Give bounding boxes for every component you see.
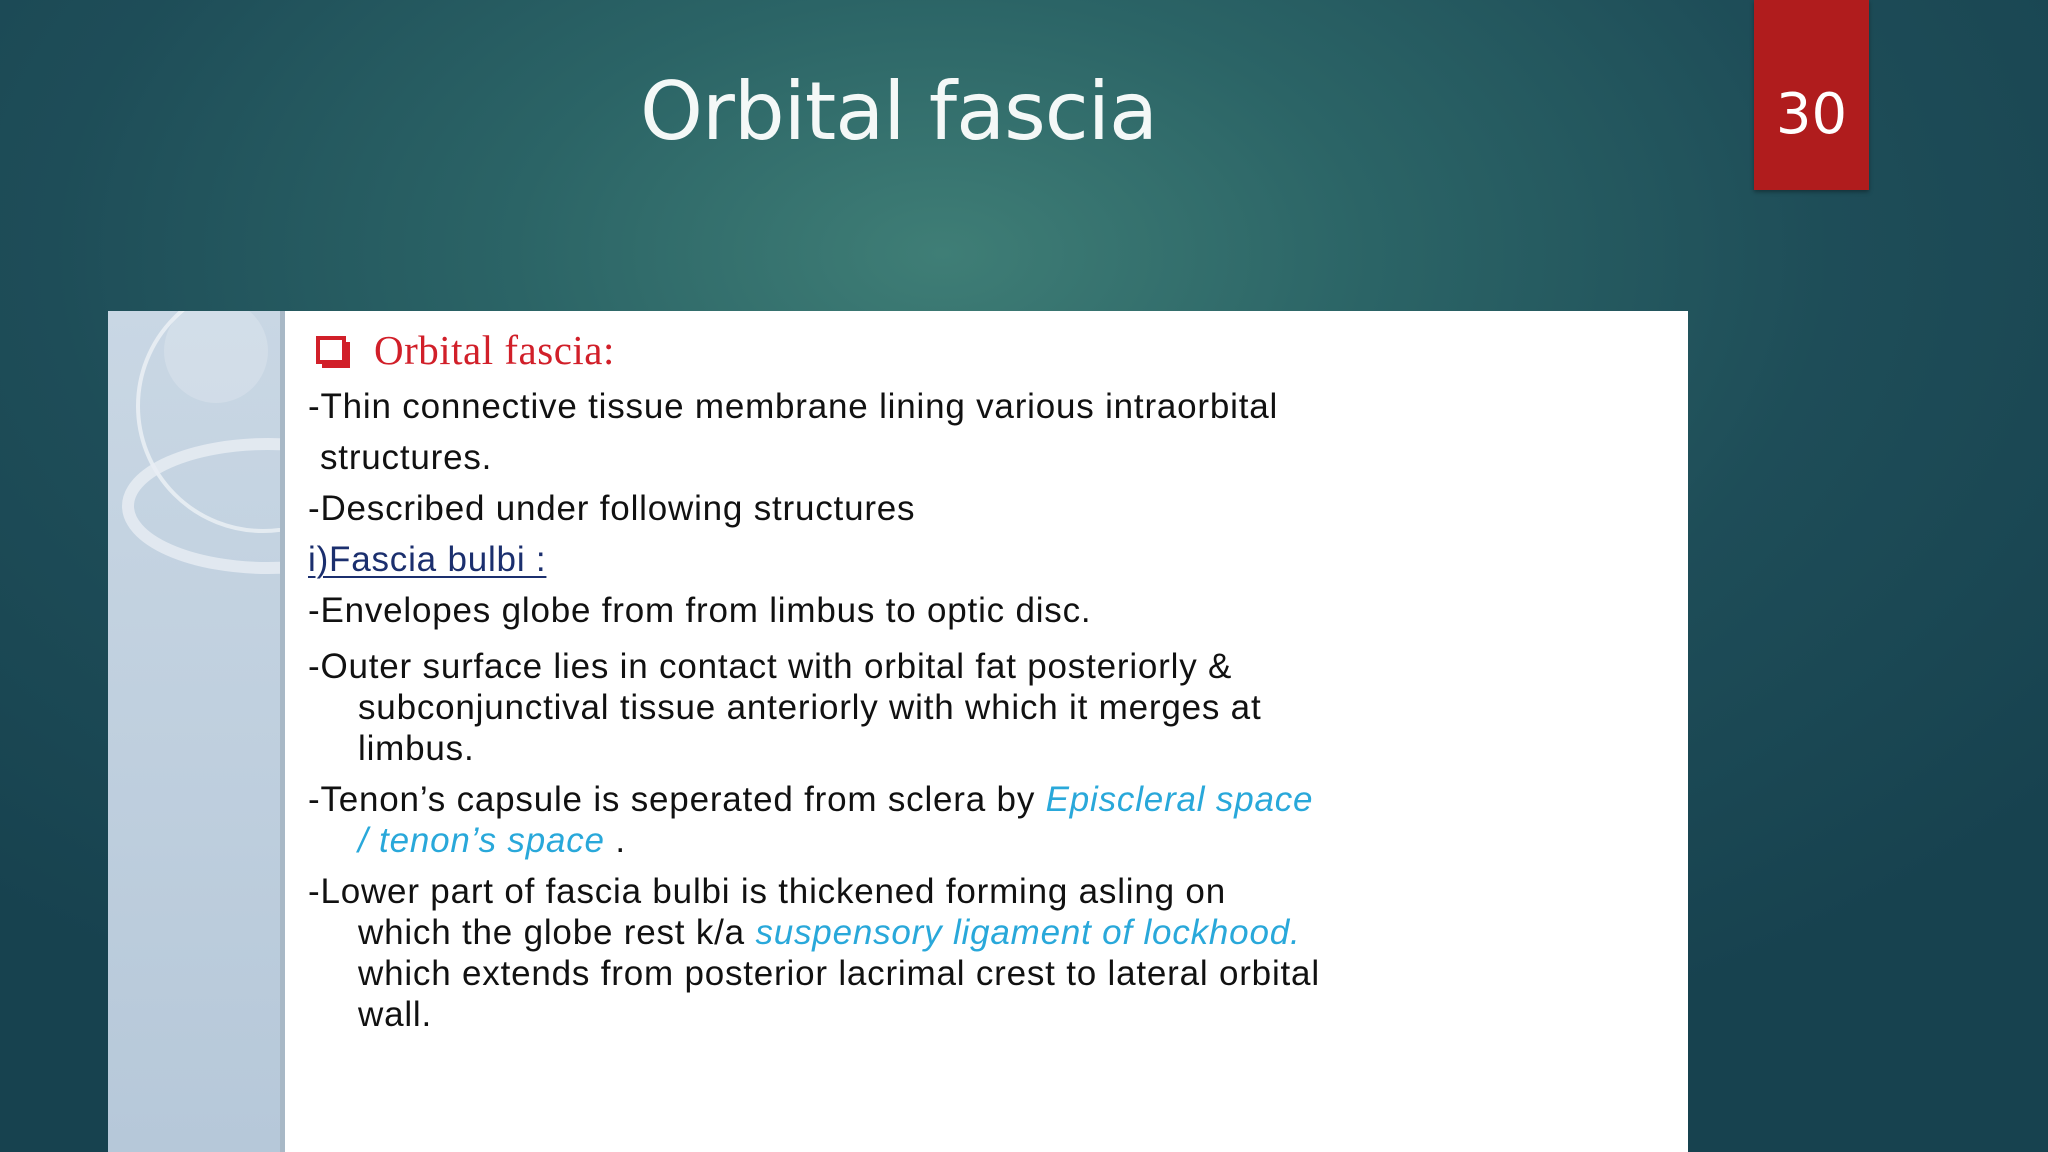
slide-content bbox=[308, 323, 1658, 1035]
paragraph-line: -Described under following structures bbox=[308, 489, 916, 528]
paragraph-line: -Envelopes globe from from limbus to optic disc. bbox=[308, 591, 1092, 630]
period-text: . bbox=[604, 821, 626, 860]
tenon-capsule-text: -Tenon’s capsule is seperated from sclera by bbox=[308, 780, 1046, 819]
decorative-side-band bbox=[108, 311, 285, 1152]
paragraph-line: -Lower part of fascia bulbi is thickened forming asling on bbox=[308, 872, 1226, 911]
decorative-rings-icon bbox=[108, 311, 280, 1152]
fascia-bulbi-link[interactable]: i)Fascia bulbi : bbox=[308, 540, 547, 579]
paragraph-line: which extends from posterior lacrimal crest to lateral orbital bbox=[358, 954, 1320, 993]
episcleral-space-term: Episcleral space bbox=[1045, 780, 1314, 819]
paragraph-line bbox=[308, 779, 1658, 820]
paragraph-line: structures. bbox=[320, 438, 493, 477]
content-heading bbox=[308, 323, 1658, 377]
embedded-slide-image bbox=[108, 311, 1688, 1152]
suspensory-ligament-term: suspensory ligament of lockhood. bbox=[755, 913, 1301, 952]
paragraph-line bbox=[308, 820, 1658, 861]
paragraph-line: wall. bbox=[358, 995, 433, 1034]
globe-rest-text: which the globe rest k/a bbox=[358, 913, 756, 952]
paragraph-line bbox=[308, 912, 1658, 953]
page-number: 30 bbox=[1775, 82, 1848, 147]
tenon-space-term: / tenon’s space bbox=[358, 821, 605, 860]
paragraph-line: -Thin connective tissue membrane lining various intraorbital bbox=[308, 387, 1279, 426]
checkbox-bullet-icon bbox=[316, 336, 346, 364]
content-heading-text: Orbital fascia: bbox=[374, 327, 615, 373]
paragraph-line: subconjunctival tissue anteriorly with which it merges at bbox=[358, 688, 1262, 727]
fascia-bulbi-subheading[interactable] bbox=[308, 534, 1658, 585]
slide-title: Orbital fascia bbox=[640, 65, 1158, 158]
paragraph-line: limbus. bbox=[358, 729, 475, 768]
page-number-badge bbox=[1754, 0, 1869, 190]
paragraph-line: -Outer surface lies in contact with orbital fat posteriorly & bbox=[308, 647, 1233, 686]
